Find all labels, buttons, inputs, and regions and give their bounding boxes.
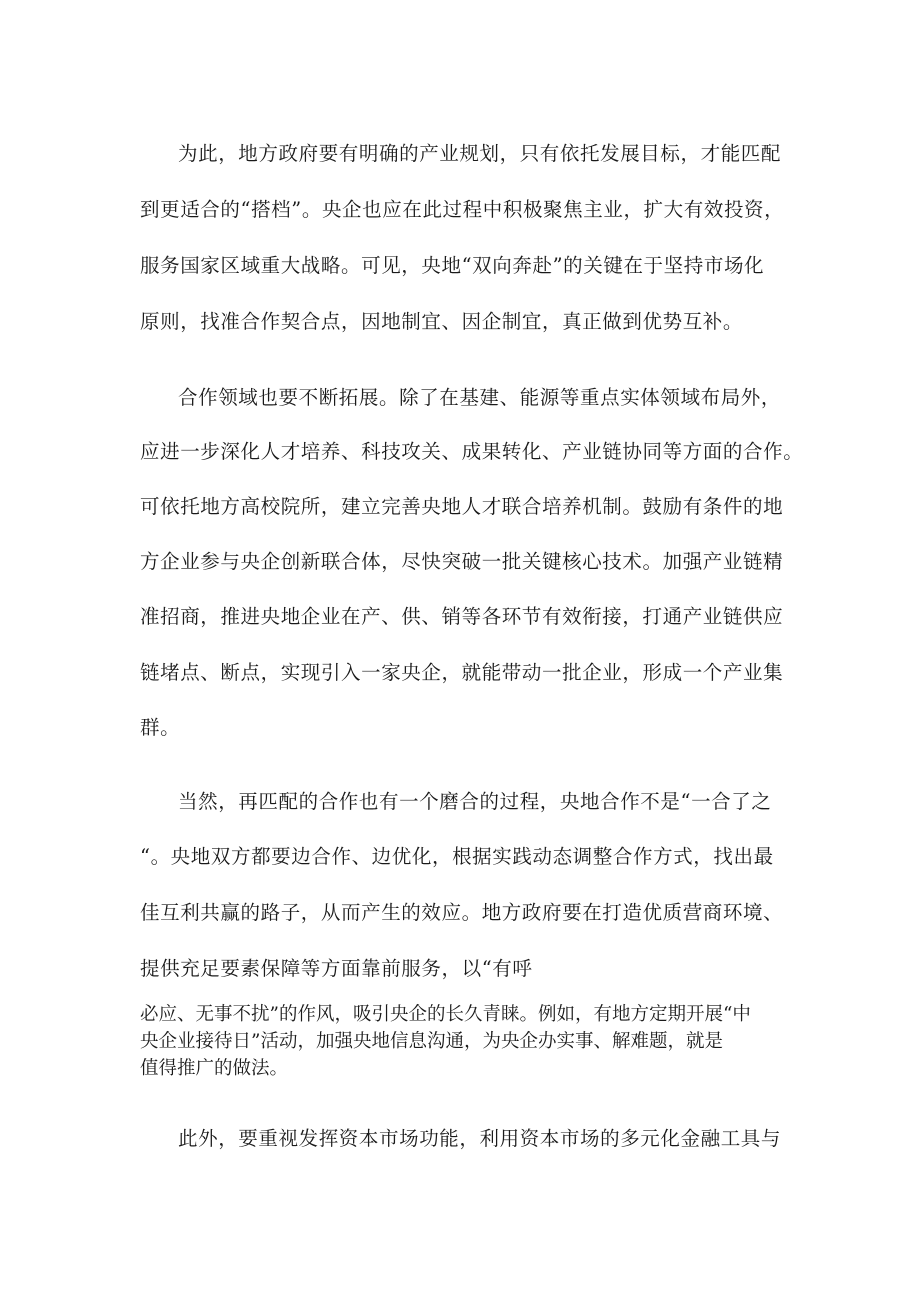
text-line: 链堵点、断点，实现引入一家央企，就能带动一批企业，形成一个产业集 (140, 661, 784, 684)
text-line: 央企业接待日”活动，加强央地信息沟通，为央企办实事、解难题，就是 (140, 1031, 723, 1052)
text-line: 值得推广的做法。 (140, 1058, 289, 1079)
text-line: 当然，再匹配的合作也有一个磨合的过程，央地合作不是“一合了之 (178, 790, 772, 813)
text-line: 必应、无事不扰”的作风，吸引央企的长久青睐。例如，有地方定期开展“中 (140, 1004, 751, 1025)
text-line: 合作领域也要不断拓展。除了在基建、能源等重点实体领域布局外， (178, 386, 782, 409)
text-line: 可依托地方高校院所，建立完善央地人才联合培养机制。鼓励有条件的地 (140, 495, 784, 518)
text-line: 准招商，推进央地企业在产、供、销等各环节有效衔接，打通产业链供应 (140, 605, 784, 628)
text-line: 提供充足要素保障等方面靠前服务，以“有呼 (140, 957, 533, 980)
text-line: 原则，找准合作契合点，因地制宜、因企制宜，真正做到优势互补。 (140, 310, 744, 333)
text-line: 服务国家区域重大战略。可见，央地“双向奔赴”的关键在于坚持市场化 (140, 254, 765, 277)
text-line: “。央地双方都要边合作、边优化，根据实践动态调整合作方式，找出最 (140, 845, 774, 868)
text-line: 群。 (140, 716, 181, 739)
text-line: 为此，地方政府要有明确的产业规划，只有依托发展目标，才能匹配 (178, 142, 782, 165)
text-line: 应进一步深化人才培养、科技攻关、成果转化、产业链协同等方面的合作。 (140, 440, 804, 463)
text-line: 方企业参与央企创新联合体，尽快突破一批关键核心技术。加强产业链精 (140, 550, 784, 573)
text-line: 此外，要重视发挥资本市场功能，利用资本市场的多元化金融工具与 (178, 1127, 782, 1150)
text-line: 到更适合的“搭档”。央企也应在此过程中积极聚焦主业，扩大有效投资， (140, 198, 785, 221)
text-line: 佳互利共赢的路子，从而产生的效应。地方政府要在打造优质营商环境、 (140, 901, 784, 924)
